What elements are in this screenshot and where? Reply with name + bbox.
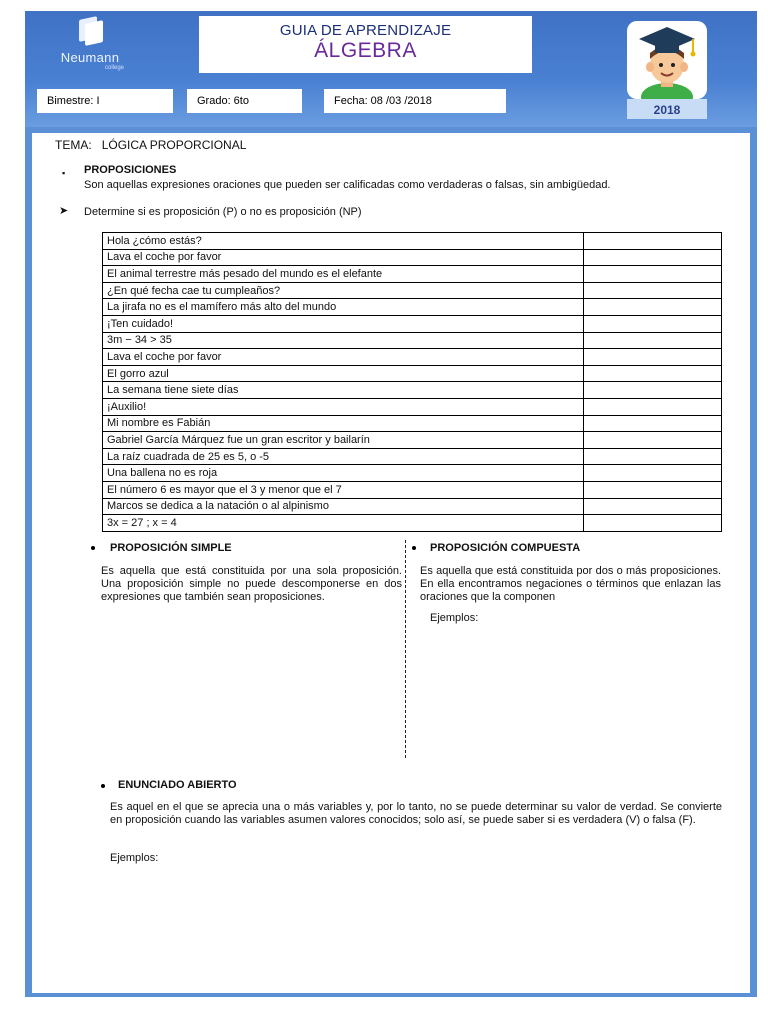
table-row	[103, 315, 722, 332]
answer-cell[interactable]	[584, 432, 722, 449]
abierto-heading: ENUNCIADO ABIERTO	[118, 779, 237, 791]
proposition-text: ¡Auxilio!	[103, 398, 584, 415]
abierto-body: Es aquel en el que se aprecia una o más variables y, por lo tanto, no se puede determinar su valor de verdad. Se convierte en proposición cuando las variables asumen valores conocidos; solo así, se puede saber si es verdadera (V) o falsa (F).	[110, 801, 722, 826]
logo-name: Neumann	[60, 50, 120, 65]
school-logo	[50, 16, 130, 80]
tema-line	[55, 139, 246, 152]
table-row	[103, 332, 722, 349]
answer-cell[interactable]	[584, 282, 722, 299]
proposition-text: Mi nombre es Fabián	[103, 415, 584, 432]
compuesta-examples-label: Ejemplos:	[430, 612, 479, 624]
answer-cell[interactable]	[584, 299, 722, 316]
table-row	[103, 365, 722, 382]
compuesta-heading: PROPOSICIÓN COMPUESTA	[430, 542, 581, 554]
bullet-icon	[101, 779, 105, 792]
logo-tag: college	[104, 65, 124, 71]
answer-cell[interactable]	[584, 315, 722, 332]
table-row	[103, 266, 722, 283]
fecha-field: Fecha: 08 /03 /2018	[324, 89, 506, 113]
subject-title: ÁLGEBRA	[314, 39, 417, 62]
proposiciones-definition: Son aquellas expresiones oraciones que pueden ser calificadas como verdaderas o falsas, sin ambigüedad.	[84, 179, 611, 191]
student-avatar	[627, 21, 707, 99]
graduate-icon	[627, 21, 707, 99]
proposition-text: Hola ¿cómo estás?	[103, 233, 584, 250]
proposition-text: Gabriel García Márquez fue un gran escritor y bailarín	[103, 432, 584, 449]
table-row	[103, 233, 722, 250]
answer-cell[interactable]	[584, 332, 722, 349]
proposition-text: Marcos se dedica a la natación o al alpinismo	[103, 498, 584, 515]
proposition-text: La raíz cuadrada de 25 es 5, o -5	[103, 448, 584, 465]
answer-cell[interactable]	[584, 382, 722, 399]
proposition-text: ¡Ten cuidado!	[103, 315, 584, 332]
compuesta-body: Es aquella que está constituida por dos o más proposiciones. En ella encontramos negaciones o términos que enlazan las oraciones que la componen	[420, 565, 721, 603]
proposition-text: El número 6 es mayor que el 3 y menor que el 7	[103, 481, 584, 498]
proposiciones-heading: PROPOSICIONES	[84, 164, 177, 176]
table-row	[103, 415, 722, 432]
table-row	[103, 299, 722, 316]
answer-cell[interactable]	[584, 498, 722, 515]
proposition-text: Lava el coche por favor	[103, 249, 584, 266]
table-row	[103, 498, 722, 515]
answer-cell[interactable]	[584, 398, 722, 415]
answer-cell[interactable]	[584, 233, 722, 250]
proposition-text: ¿En qué fecha cae tu cumpleaños?	[103, 282, 584, 299]
tema-label: TEMA:	[55, 138, 92, 152]
table-row	[103, 481, 722, 498]
instruction-text: Determine si es proposición (P) o no es proposición (NP)	[84, 206, 362, 218]
bullet-icon	[91, 541, 95, 554]
proposition-text: La jirafa no es el mamífero más alto del mundo	[103, 299, 584, 316]
table-row	[103, 398, 722, 415]
column-divider	[405, 540, 406, 758]
table-row	[103, 515, 722, 532]
title-box	[199, 16, 532, 73]
bimestre-field: Bimestre: I	[37, 89, 173, 113]
table-row	[103, 282, 722, 299]
answer-cell[interactable]	[584, 349, 722, 366]
proposition-text: Una ballena no es roja	[103, 465, 584, 482]
answer-cell[interactable]	[584, 249, 722, 266]
table-row	[103, 249, 722, 266]
abierto-examples-label: Ejemplos:	[110, 852, 159, 864]
table-row	[103, 448, 722, 465]
table-row	[103, 465, 722, 482]
proposition-text: 3x = 27 ; x = 4	[103, 515, 584, 532]
proposition-text: 3m − 34 > 35	[103, 332, 584, 349]
answer-cell[interactable]	[584, 515, 722, 532]
table-row	[103, 432, 722, 449]
proposition-text: Lava el coche por favor	[103, 349, 584, 366]
answer-cell[interactable]	[584, 365, 722, 382]
guide-title: GUIA DE APRENDIZAJE	[279, 22, 452, 39]
grado-field: Grado: 6to	[187, 89, 302, 113]
tema-value: LÓGICA PROPORCIONAL	[101, 138, 247, 152]
answer-cell[interactable]	[584, 465, 722, 482]
proposition-text: La semana tiene siete días	[103, 382, 584, 399]
propositions-table	[102, 232, 722, 532]
answer-cell[interactable]	[584, 448, 722, 465]
table-row	[103, 349, 722, 366]
answer-cell[interactable]	[584, 481, 722, 498]
proposition-text: El gorro azul	[103, 365, 584, 382]
square-bullet-icon: ▪	[62, 168, 66, 178]
answer-cell[interactable]	[584, 266, 722, 283]
answer-cell[interactable]	[584, 415, 722, 432]
simple-body: Es aquella que está constituida por una sola proposición. Una proposición simple no puede descomponerse en dos expresiones que también sean proposiciones.	[101, 565, 402, 603]
bullet-icon	[412, 541, 416, 554]
table-row	[103, 382, 722, 399]
logo-book-icon	[75, 16, 105, 46]
simple-heading: PROPOSICIÓN SIMPLE	[110, 542, 232, 554]
year-label: 2018	[627, 99, 707, 119]
arrow-bullet-icon: ➤	[59, 205, 69, 217]
proposition-text: El animal terrestre más pesado del mundo es el elefante	[103, 266, 584, 283]
